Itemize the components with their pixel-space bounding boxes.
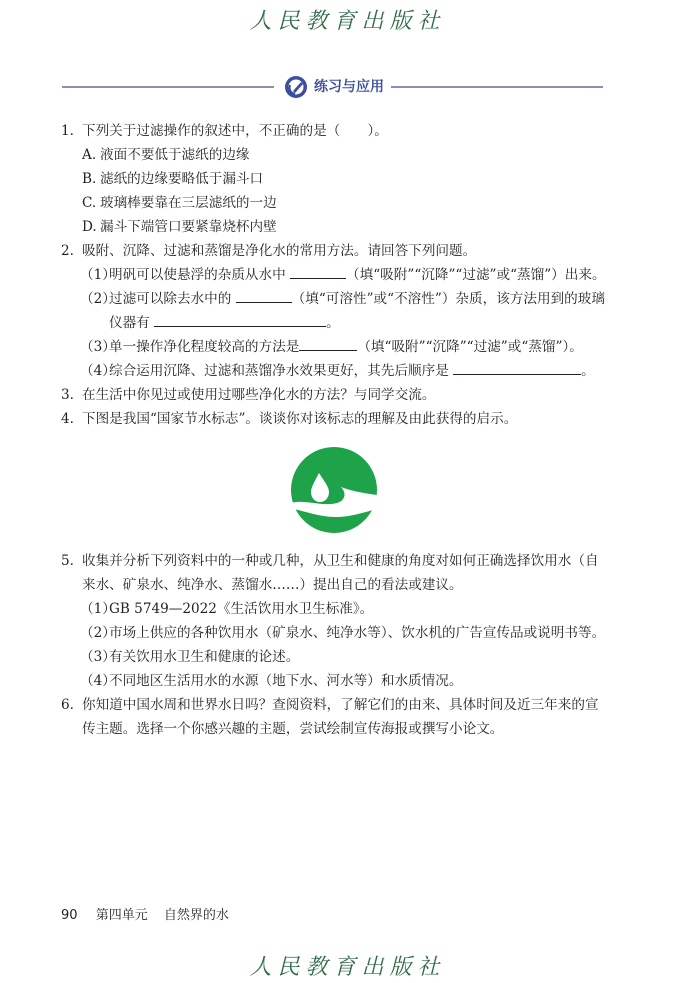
answer-blank[interactable] <box>290 264 346 279</box>
question-5-sub-4: （4） 不同地区生活用水的水源（地下水、河水等）和水质情况。 <box>80 673 463 689</box>
question-6: 6. 你知道中国水周和世界水日吗？查阅资料，了解它们的由来、具体时间及近三年来的宣传主题。选择一个你感兴趣的主题，尝试绘制宣传海报或撰写小论文。 <box>61 697 599 737</box>
option-b: B. 滤纸的边缘要略低于漏斗口 <box>82 171 264 187</box>
question-5-sub-1: （1） GB 5749—2022《生活饮用水卫生标准》。 <box>80 601 374 617</box>
publisher-logo-bottom: 人民教育出版社 <box>249 955 446 980</box>
option-a: A. 液面不要低于滤纸的边缘 <box>82 147 250 163</box>
publisher-logo-top: 人民教育出版社 <box>249 9 446 34</box>
pencil-badge-icon <box>284 75 308 99</box>
unit-title: 自然界的水 <box>163 908 229 923</box>
exercise-list <box>61 119 606 741</box>
section-title: 练习与应用 <box>314 79 384 95</box>
header-rule-right <box>391 86 603 88</box>
question-text: 下列关于过滤操作的叙述中，不正确的是（ ）。 <box>82 123 388 139</box>
figure-container <box>61 431 606 549</box>
question-text: 收集并分析下列资料中的一种或几种，从卫生和健康的角度对如何正确选择饮用水（自来水、矿泉水、纯净水、蒸馏水……）提出自己的看法或建议。 <box>82 553 599 593</box>
answer-blank[interactable] <box>453 360 581 375</box>
option-c: C. 玻璃棒要靠在三层滤纸的一边 <box>82 195 277 211</box>
section-header <box>62 74 603 100</box>
question-5-sub-2: （2） 市场上供应的各种饮用水（矿泉水、纯净水等）、饮水机的广告宣传品或说明书等。 <box>80 625 606 641</box>
question-2: 2. 吸附、沉降、过滤和蒸馏是净化水的常用方法。请回答下列问题。 <box>61 243 477 259</box>
page-number: 90 <box>61 908 78 923</box>
question-1: 1. 下列关于过滤操作的叙述中，不正确的是（ ）。 <box>61 123 388 139</box>
question-4: 4. 下图是我国“国家节水标志”。谈谈你对该标志的理解及由此获得的启示。 <box>61 411 518 427</box>
header-rule-left <box>62 86 274 88</box>
question-2-sub-1: （1） 明矾可以使悬浮的杂质从水中 （填“吸附”“沉降”“过滤”或“蒸馏”）出来。 <box>61 263 606 287</box>
question-2-sub-4: （4） 综合运用沉降、过滤和蒸馏净水效果更好，其先后顺序是 。 <box>61 359 606 383</box>
answer-blank[interactable] <box>154 312 326 327</box>
question-text: 下图是我国“国家节水标志”。谈谈你对该标志的理解及由此获得的启示。 <box>82 411 518 427</box>
water-saving-logo-icon <box>291 447 377 533</box>
question-text: 吸附、沉降、过滤和蒸馏是净化水的常用方法。请回答下列问题。 <box>82 243 477 259</box>
question-2-sub-2: （2） 过滤可以除去水中的 （填“可溶性”或“不溶性”）杂质，该方法用到的玻璃仪器有 。 <box>61 287 606 335</box>
question-2-sub-3: （3） 单一操作净化程度较高的方法是 （填“吸附”“沉降”“过滤”或“蒸馏”）。 <box>61 335 606 359</box>
question-5-sub-3: （3） 有关饮用水卫生和健康的论述。 <box>80 649 300 665</box>
answer-blank[interactable] <box>299 336 357 351</box>
question-text: 在生活中你见过或使用过哪些净化水的方法？与同学交流。 <box>82 387 436 403</box>
unit-label: 第四单元 <box>95 908 148 923</box>
page-footer <box>61 904 229 923</box>
question-text: 你知道中国水周和世界水日吗？查阅资料，了解它们的由来、具体时间及近三年来的宣传主题。选择一个你感兴趣的主题，尝试绘制宣传海报或撰写小论文。 <box>82 697 599 737</box>
question-3: 3. 在生活中你见过或使用过哪些净化水的方法？与同学交流。 <box>61 387 436 403</box>
option-d: D. 漏斗下端管口要紧靠烧杯内壁 <box>82 219 277 235</box>
answer-blank[interactable] <box>236 288 292 303</box>
question-5: 5. 收集并分析下列资料中的一种或几种，从卫生和健康的角度对如何正确选择饮用水（自来水、矿泉水、纯净水、蒸馏水……）提出自己的看法或建议。 <box>61 553 599 593</box>
